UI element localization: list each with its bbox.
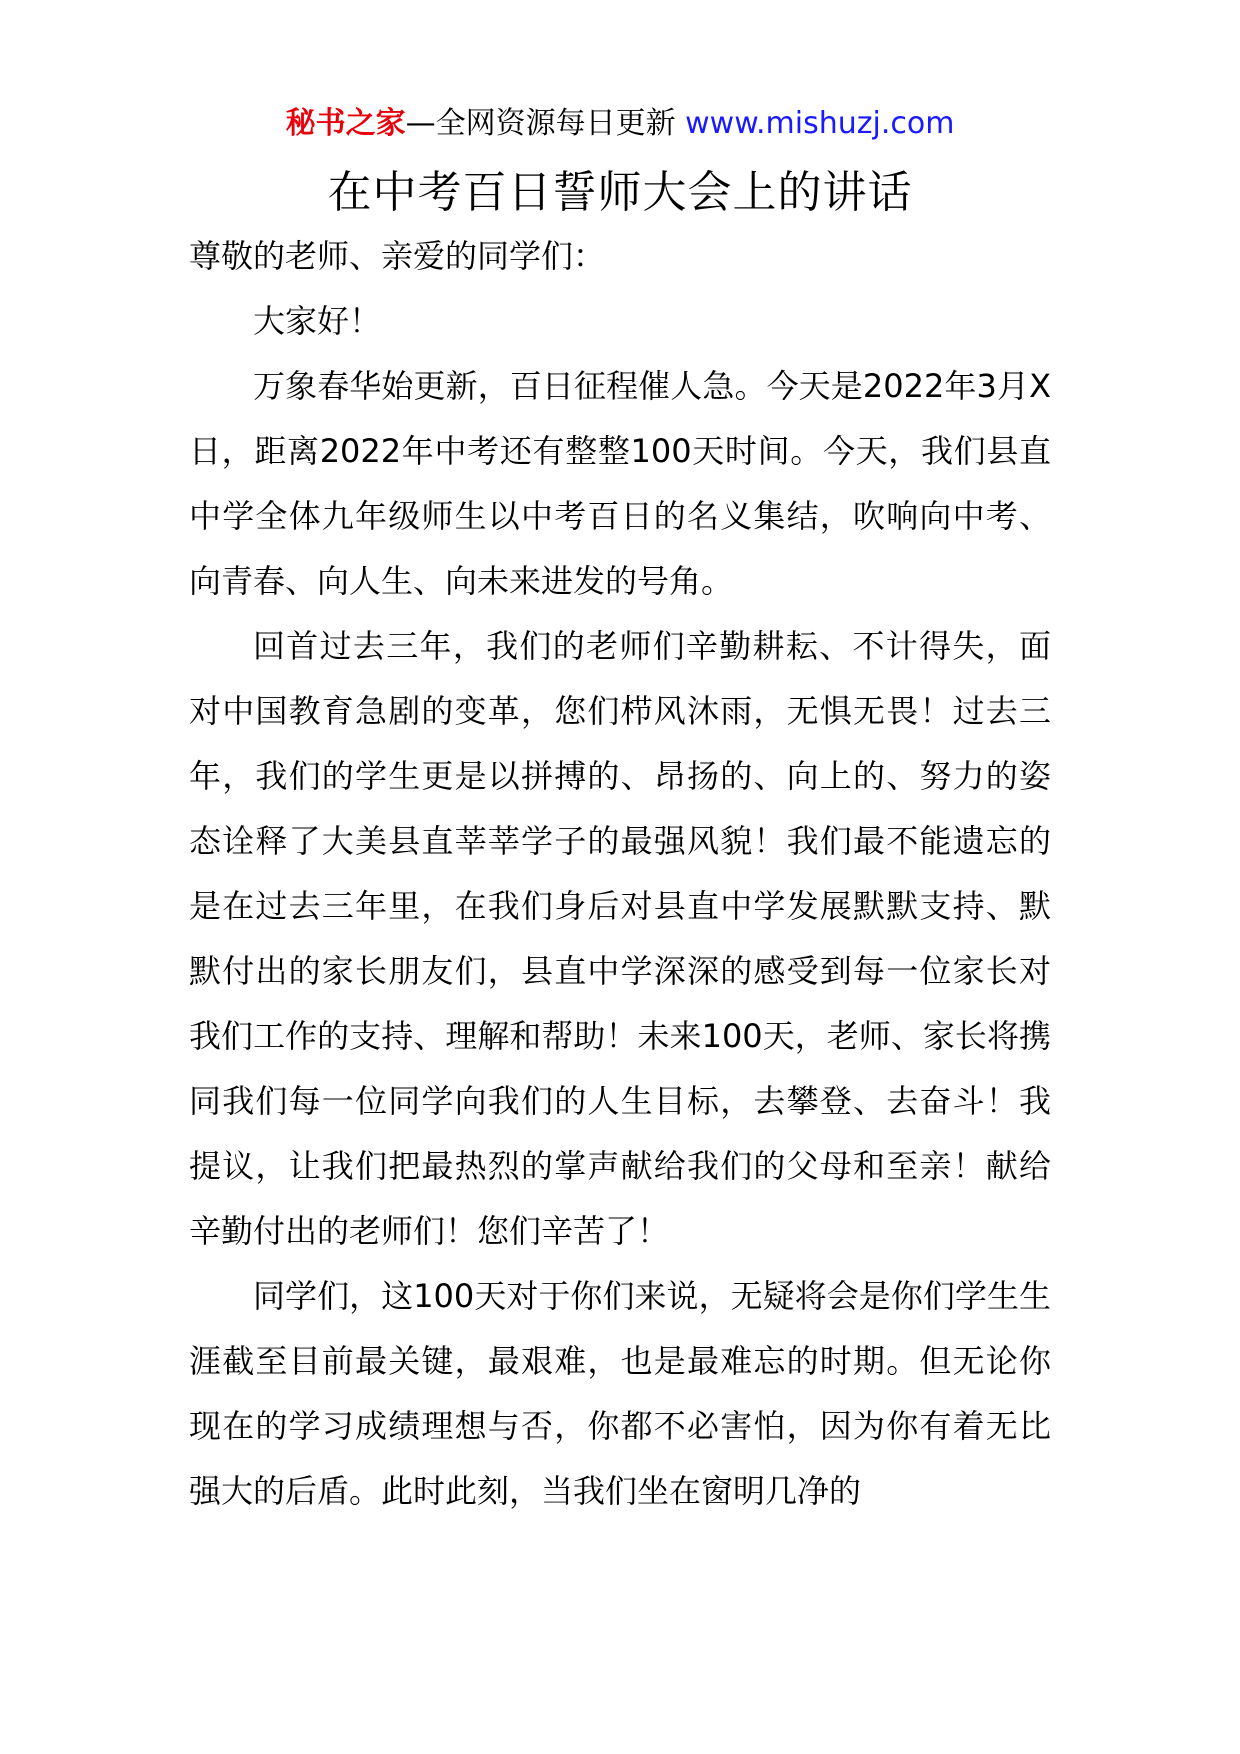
site-header — [0, 100, 1240, 148]
salutation: 尊敬的老师、亲爱的同学们： — [189, 237, 606, 275]
paragraph-retrospect: 回首过去三年，我们的老师们辛勤耕耘、不计得失，面对中国教育急剧的变革，您们栉风沐雨，无惧无畏！过去三年，我们的学生更是以拼搏的、昂扬的、向上的、努力的姿态诠释了大美县直莘莘学子的最强风貌！我们最不能遗忘的是在过去三年里，在我们身后对县直中学发展默默支持、默默付出的家长朋友们，县直中学深深的感受到每一位家长对我们工作的支持、理解和帮助！未来100天，老师、家长将携同我们每一位同学向我们的人生目标，去攀登、去奋斗！我提议，让我们把最热烈的掌声献给我们的父母和至亲！献给辛勤付出的老师们！您们辛苦了！ — [189, 627, 1051, 1250]
site-url-link[interactable]: www.mishuzj.com — [685, 106, 955, 141]
header-tagline: —全网资源每日更新 — [405, 106, 676, 141]
document-body — [189, 224, 1051, 1524]
paragraph-students: 同学们，这100天对于你们来说，无疑将会是你们学生生涯截至目前最关键，最艰难，也是最难忘的时期。但无论你现在的学习成绩理想与否，你都不必害怕，因为你有着无比强大的后盾。此时此刻，当我们坐在窗明几净的 — [189, 1277, 1051, 1510]
document-title: 在中考百日誓师大会上的讲话 — [327, 167, 913, 218]
paragraph-opening: 万象春华始更新，百日征程催人急。今天是2022年3月X日，距离2022年中考还有整整100天时间。今天，我们县直中学全体九年级师生以中考百日的名义集结，吹响向中考、向青春、向人生、向未来进发的号角。 — [189, 367, 1051, 600]
brand-name: 秘书之家 — [285, 106, 406, 141]
paragraph-greeting: 大家好！ — [253, 302, 382, 340]
